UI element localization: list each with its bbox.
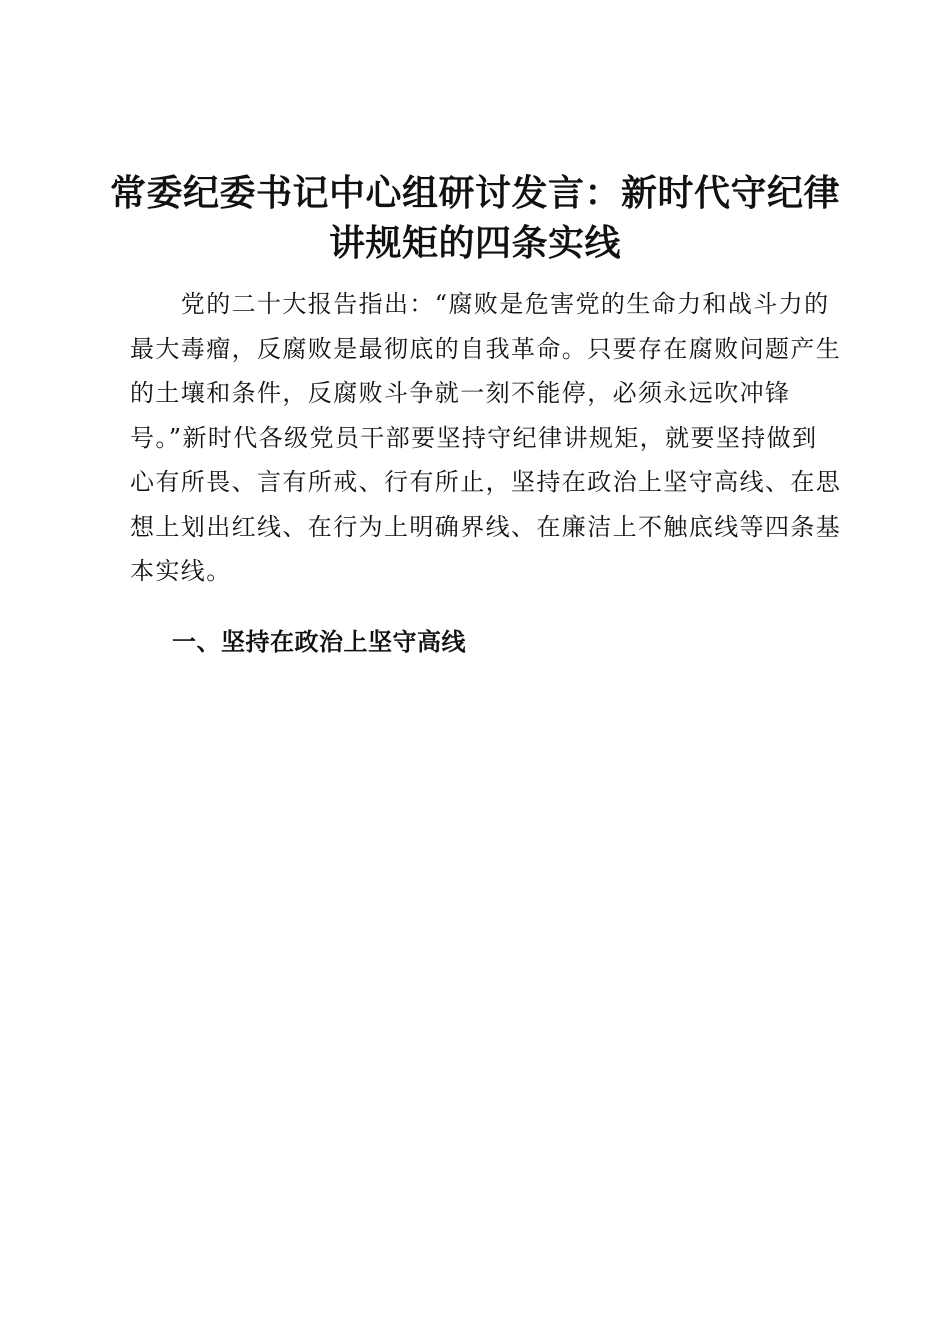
paragraph-line: 党的二十大报告指出：“腐败是危害党的生命力和战斗力的: [130, 290, 830, 318]
section-heading: 一、坚持在政治上坚守高线: [172, 628, 466, 656]
document-title: [110, 168, 840, 268]
paragraph-line: 本实线。: [130, 557, 232, 585]
paragraph-line: 的土壤和条件，反腐败斗争就一刻不能停，必须永远吹冲锋: [130, 379, 791, 407]
title-line-1: 常委纪委书记中心组研讨发言：新时代守纪律: [110, 172, 841, 214]
paragraph-line: 想上划出红线、在行为上明确界线、在廉洁上不触底线等四条基: [130, 512, 842, 541]
paragraph-line: 心有所畏、言有所戒、行有所止，坚持在政治上坚守高线、在思: [130, 468, 842, 496]
paragraph-line: 最大毒瘤，反腐败是最彻底的自我革命。只要存在腐败问题产生: [130, 334, 842, 363]
paragraph-line: 号。”新时代各级党员干部要坚持守纪律讲规矩，就要坚持做到: [130, 423, 818, 452]
intro-paragraph: [130, 282, 845, 594]
title-line-2: 讲规矩的四条实线: [328, 222, 621, 264]
